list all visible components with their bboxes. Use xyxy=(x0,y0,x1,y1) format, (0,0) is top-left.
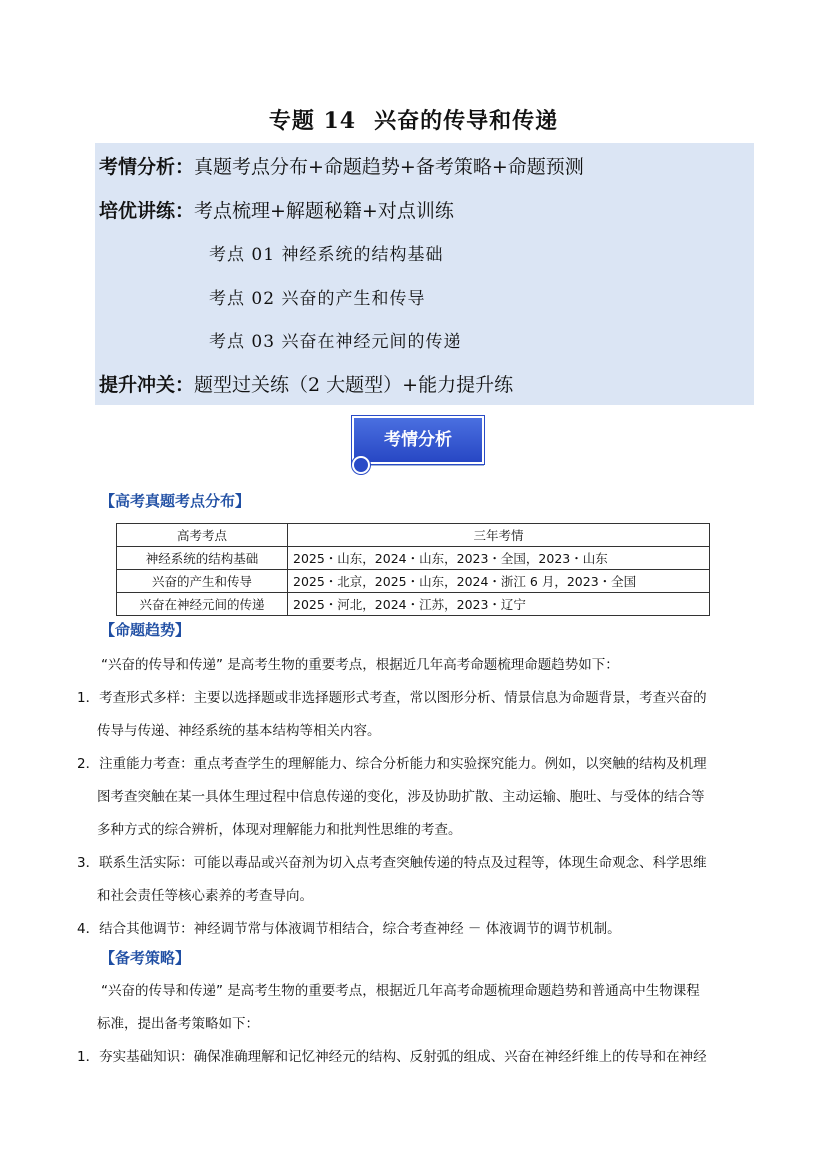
list-item: 多种方式的综合辨析，体现对理解能力和批判性思维的考查。 xyxy=(97,822,462,838)
toc-row-training: 培优讲练：考点梳理+解题秘籍+对点训练 xyxy=(99,200,454,222)
badge-dot-icon xyxy=(352,456,370,474)
heading-distribution: 【高考真题考点分布】 xyxy=(100,492,251,510)
table-cell: 兴奋在神经元间的传递 xyxy=(117,593,288,616)
trend-intro: “兴奋的传导和传递” 是高考生物的重要考点，根据近几年高考命题梳理命题趋势如下： xyxy=(101,657,619,673)
page-title: 专题 14 兴奋的传导和传递 xyxy=(268,108,559,134)
list-item: 1．夯实基础知识：确保准确理解和记忆神经元的结构、反射弧的组成、兴奋在神经纤维上的传导和在神经 xyxy=(77,1049,707,1065)
list-item: 传导与传递、神经系统的基本结构等相关内容。 xyxy=(97,723,381,739)
strategy-intro: “兴奋的传导和传递” 是高考生物的重要考点，根据近几年高考命题梳理命题趋势和普通高中生物课程 xyxy=(101,983,700,999)
section-badge xyxy=(350,414,490,474)
table-header-row xyxy=(117,524,710,547)
strategy-text xyxy=(77,975,757,1074)
toc-point-3: 考点 03 兴奋在神经元间的传递 xyxy=(209,332,462,352)
heading-strategy: 【备考策略】 xyxy=(100,949,191,967)
table-header: 高考考点 xyxy=(117,524,288,547)
list-item: 4．结合其他调节：神经调节常与体液调节相结合，综合考查神经 － 体液调节的调节机制。 xyxy=(77,921,621,937)
table-cell: 2025・山东，2024・山东，2023・全国，2023・山东 xyxy=(288,547,710,570)
list-item: 1．考查形式多样：主要以选择题或非选择题形式考查，常以图形分析、情景信息为命题背景，考查兴奋的 xyxy=(77,690,707,706)
toc-row-analysis: 考情分析：真题考点分布+命题趋势+备考策略+命题预测 xyxy=(99,156,584,178)
table-row xyxy=(117,547,710,570)
list-item: 3．联系生活实际：可能以毒品或兴奋剂为切入点考查突触传递的特点及过程等，体现生命观念、科学思维 xyxy=(77,855,707,871)
table-row xyxy=(117,570,710,593)
heading-trend: 【命题趋势】 xyxy=(100,621,191,639)
table-cell: 兴奋的产生和传导 xyxy=(117,570,288,593)
strategy-intro: 标准，提出备考策略如下： xyxy=(97,1016,259,1032)
list-item: 2．注重能力考查：重点考查学生的理解能力、综合分析能力和实验探究能力。例如，以突触的结构及机理 xyxy=(77,756,707,772)
distribution-table xyxy=(116,523,710,616)
trend-text xyxy=(77,649,757,946)
toc-row-improve: 提升冲关：题型过关练（2 大题型）+能力提升练 xyxy=(99,374,514,396)
toc-point-2: 考点 02 兴奋的产生和传导 xyxy=(209,289,426,309)
toc-point-1: 考点 01 神经系统的结构基础 xyxy=(209,245,444,265)
badge-label: 考情分析 xyxy=(352,416,484,464)
table-cell: 2025・河北，2024・江苏，2023・辽宁 xyxy=(288,593,710,616)
table-header: 三年考情 xyxy=(288,524,710,547)
list-item: 图考查突触在某一具体生理过程中信息传递的变化，涉及协助扩散、主动运输、胞吐、与受体的结合等 xyxy=(97,789,705,805)
table-cell: 神经系统的结构基础 xyxy=(117,547,288,570)
table-cell: 2025・北京，2025・山东，2024・浙江 6 月，2023・全国 xyxy=(288,570,710,593)
list-item: 和社会责任等核心素养的考查导向。 xyxy=(97,888,313,904)
contents-box xyxy=(95,143,754,405)
table-row xyxy=(117,593,710,616)
